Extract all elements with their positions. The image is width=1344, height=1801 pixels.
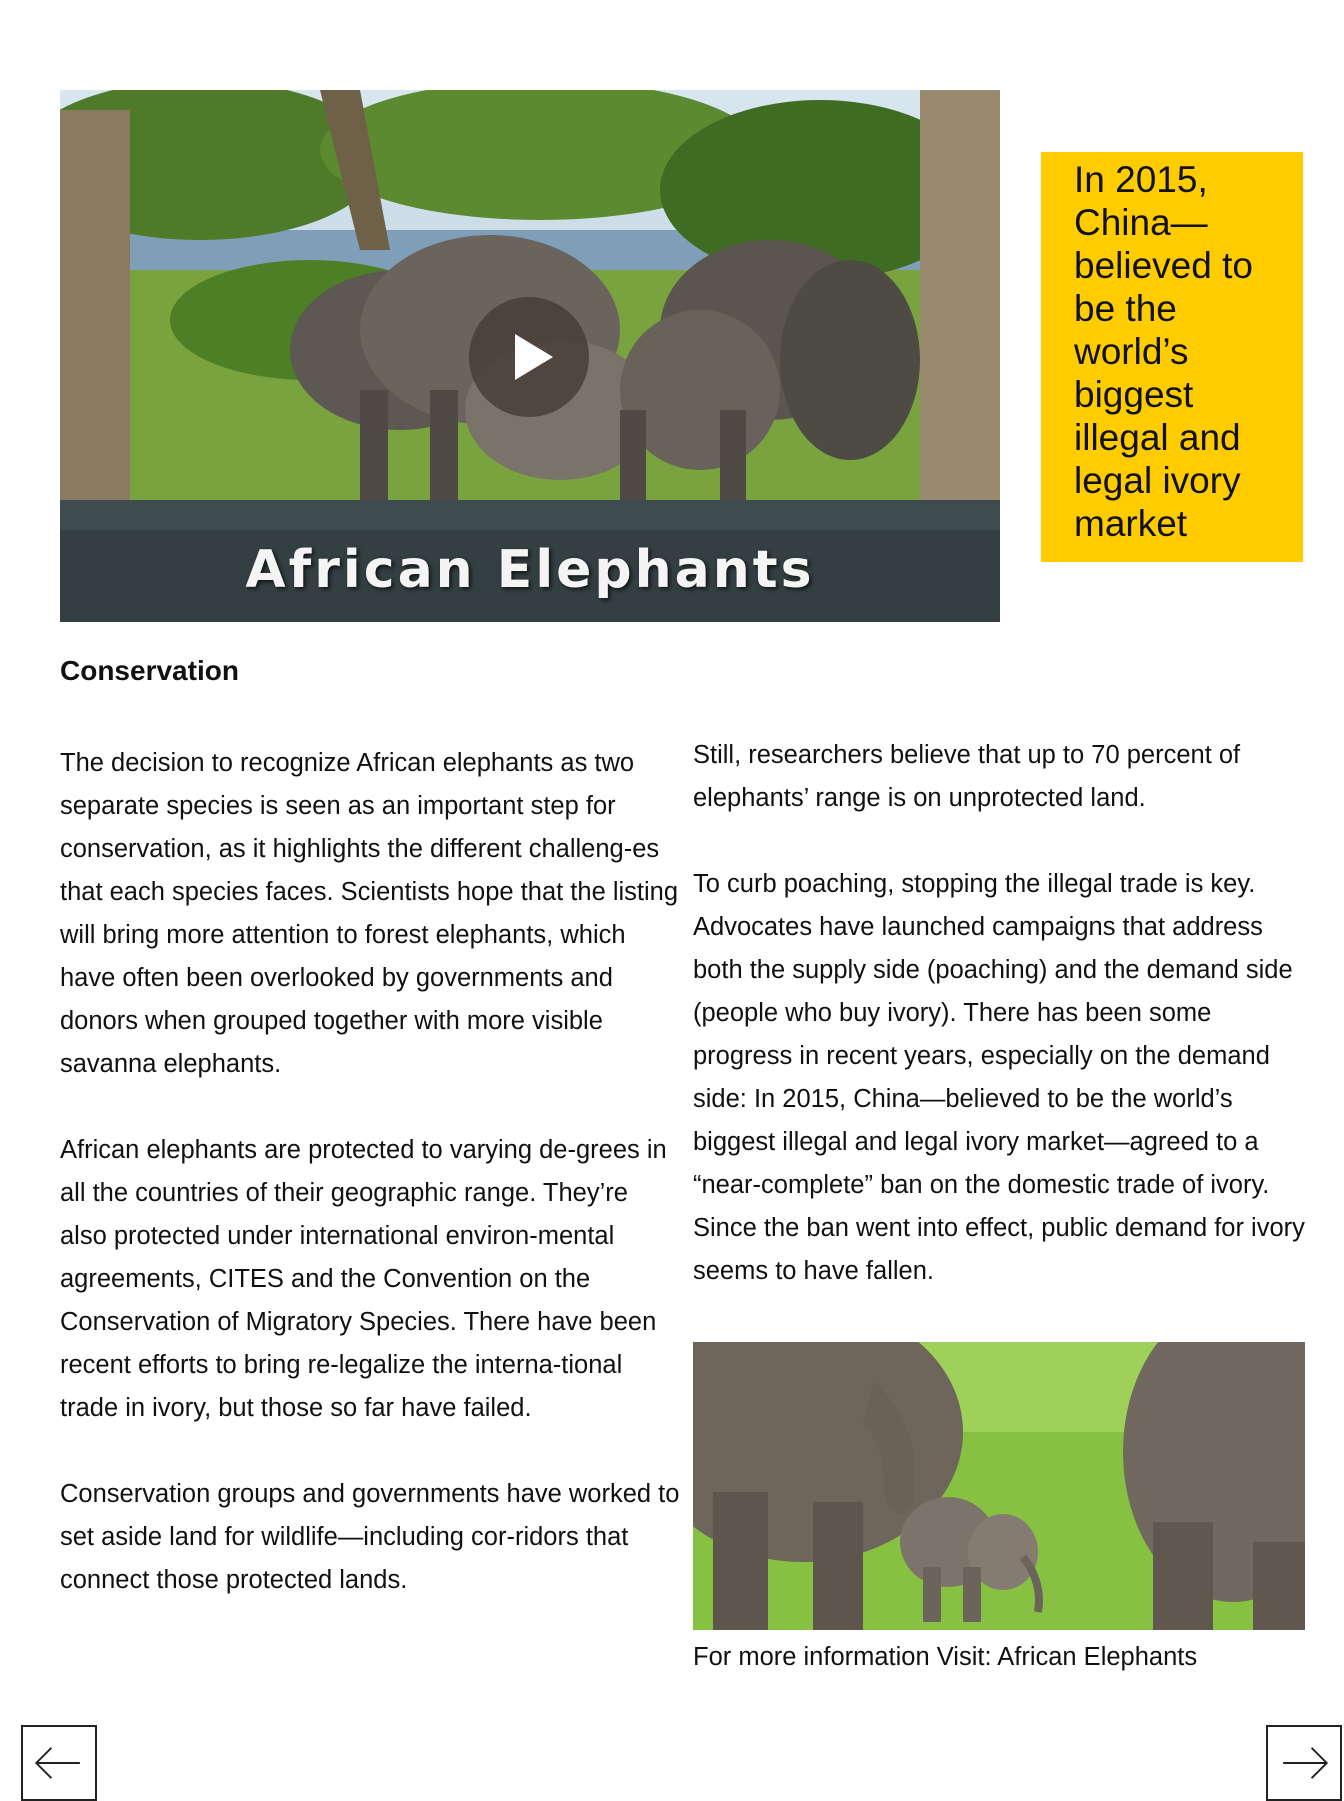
- african-elephants-link[interactable]: African Elephants: [997, 1643, 1198, 1671]
- next-page-button[interactable]: [1266, 1725, 1342, 1801]
- section-heading: Conservation: [60, 655, 239, 686]
- photo-caption: [693, 1641, 1197, 1673]
- right-column: [693, 734, 1313, 1336]
- caption-prefix: For more information Visit:: [693, 1643, 998, 1671]
- paragraph: To curb poaching, stopping the illegal trade is key. Advocates have launched campaigns that address both the supply side (poaching) and the demand side (people who buy ivory). There has been some progress in recent years, especially on the demand side: In 2015, China—believed to be the world’s biggest illegal and legal ivory market—agreed to a “near-complete” ban on the domestic trade of ivory. Since the ban went into effect, public demand for ivory seems to have fallen.: [693, 870, 1305, 1285]
- paragraph: African elephants are protected to varying de-grees in all the countries of their geographic range. They’re also protected under international environ-mental agreements, CITES and the Convention on the Conservation of Migratory Species. There have been recent efforts to bring re-legalize the interna-tional trade in ivory, but those so far have failed.: [60, 1136, 667, 1422]
- pull-quote: [1041, 152, 1303, 562]
- paragraph: The decision to recognize African elephants as two separate species is seen as an important step for conservation, as it highlights the different challeng-es that each species faces. Scientists hope that the listing will bring more attention to forest elephants, which have often been overlooked by governments and donors when grouped together with more visible savanna elephants.: [60, 749, 679, 1078]
- previous-page-button[interactable]: [21, 1725, 97, 1801]
- paragraph: Conservation groups and governments have worked to set aside land for wildlife—including cor-ridors that connect those protected lands.: [60, 1480, 680, 1594]
- left-column: [60, 742, 680, 1645]
- video-title: African Elephants: [245, 540, 815, 600]
- elephant-photo: [693, 1342, 1305, 1630]
- play-button[interactable]: [469, 297, 589, 417]
- pull-quote-text: In 2015, China—believed to be the world’s biggest illegal and legal ivory market: [1074, 159, 1253, 544]
- arrow-left-icon: [23, 1727, 95, 1799]
- paragraph: Still, researchers believe that up to 70 percent of elephants’ range is on unprotected land.: [693, 741, 1241, 812]
- video-player[interactable]: [60, 90, 1000, 622]
- arrow-right-icon: [1268, 1727, 1340, 1799]
